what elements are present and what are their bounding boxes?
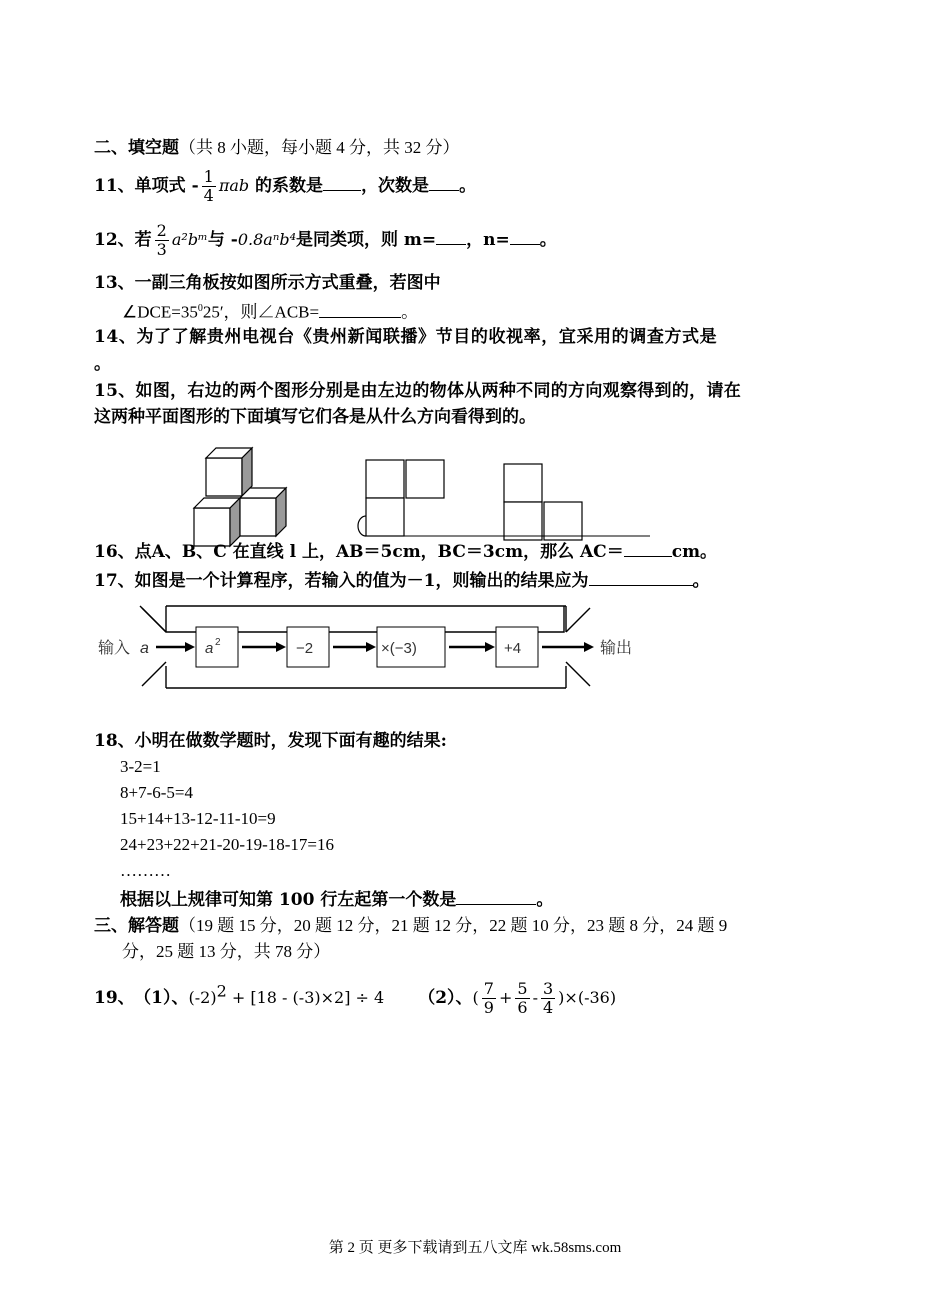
q19-part-2-close: )×(-36) xyxy=(558,988,617,1007)
flow-input-label: 输入 xyxy=(98,640,131,657)
q12-prefix: 若 xyxy=(134,230,152,250)
page-footer: 第 2 页 更多下载请到五八文库 wk.58sms.com xyxy=(328,1240,622,1256)
q19-part-1-label: （1）、 xyxy=(142,988,189,1008)
q19-frac-3-den: 4 xyxy=(542,998,554,1017)
q19-frac-1-num: 7 xyxy=(483,979,494,998)
flow-input-var: a xyxy=(140,640,149,657)
q11-blank-2[interactable] xyxy=(429,174,459,191)
question-14-line-2: 。 xyxy=(94,354,111,374)
q11-frac-den: 4 xyxy=(203,186,214,205)
flow-box1-base: a xyxy=(205,640,214,657)
q18-row-3: 15+14+13-12-11-10=9 xyxy=(120,809,276,828)
q19-part-2-label: （2）、 xyxy=(418,988,473,1008)
q19-frac-2-num: 5 xyxy=(517,979,528,998)
flow-box1-exp: 2 xyxy=(215,637,221,648)
q11-frac-num: 1 xyxy=(203,167,214,186)
question-13-line-1: 13、一副三角板按如图所示方式重叠，若图中 xyxy=(94,273,441,293)
q12-term-2: 0.8aⁿb⁴ xyxy=(237,230,296,249)
q16-unit: cm。 xyxy=(671,542,718,562)
q17-end: 。 xyxy=(692,571,710,591)
q13-ask: 25′，则∠ACB= xyxy=(202,302,320,322)
q19-frac-2-den: 6 xyxy=(517,998,528,1017)
q12-number: 12、 xyxy=(94,230,135,250)
q17-blank[interactable] xyxy=(589,569,693,586)
q18-row-4: 24+23+22+21-20-19-18-17=16 xyxy=(120,835,334,854)
q12-frac-num: 2 xyxy=(156,221,167,240)
cube-stack-3d xyxy=(194,448,286,546)
q11-fraction xyxy=(202,168,216,205)
q13-blank[interactable] xyxy=(319,301,401,318)
q16-text: 16、点A、B、C 在直线 l 上，AB＝5cm，BC＝3cm，那么 AC＝ xyxy=(94,542,624,562)
q19-op-1: + xyxy=(498,988,513,1007)
q12-term-1: a²bᵐ xyxy=(171,230,208,249)
q13-end: 。 xyxy=(401,302,419,322)
section-3-title: 三、解答题 xyxy=(94,916,179,936)
question-12 xyxy=(94,222,557,259)
question-13-line-2 xyxy=(122,298,418,324)
q18-row-1: 3-2=1 xyxy=(120,757,161,776)
q19-op-2: - xyxy=(532,988,538,1007)
question-19 xyxy=(94,980,616,1017)
q19-number: 19、 xyxy=(94,988,135,1008)
question-16 xyxy=(94,540,717,563)
q12-blank-m[interactable] xyxy=(436,228,466,245)
q12-mid: 与 - xyxy=(207,230,238,250)
section-2-note: （共 8 小题，每小题 4 分，共 32 分） xyxy=(179,138,460,157)
q19-part-1-exp: 2 xyxy=(216,981,227,1001)
question-15-line-1: 15、如图，右边的两个图形分别是由左边的物体从两种不同的方向观察得到的，请在 xyxy=(94,381,742,401)
q15-figure xyxy=(180,440,660,550)
section-2-title: 二、填空题 xyxy=(94,138,179,158)
q12-sep: ，n= xyxy=(466,230,510,250)
question-14-line-1: 14、为了了解贵州电视台《贵州新闻联播》节目的收视率，宜采用的调查方式是 xyxy=(94,327,718,347)
q18-blank[interactable] xyxy=(456,888,536,905)
q18-row-5: ……… xyxy=(120,861,171,880)
q19-frac-3-num: 3 xyxy=(542,979,554,998)
q11-number: 11、 xyxy=(94,176,135,196)
q17-text: 17、如图是一个计算程序，若输入的值为－1，则输出的结果应为 xyxy=(94,571,589,591)
q18-end: 。 xyxy=(536,890,554,910)
question-18-intro: 18、小明在做数学题时，发现下面有趣的结果: xyxy=(94,731,447,751)
view-2-squares xyxy=(504,464,582,540)
q18-conclusion xyxy=(120,888,553,911)
question-17 xyxy=(94,569,710,592)
q12-blank-n[interactable] xyxy=(510,228,540,245)
q18-conclusion-text: 根据以上规律可知第 100 行左起第一个数是 xyxy=(120,890,457,910)
flow-box2-label: −2 xyxy=(296,640,314,657)
flow-box4-label: +4 xyxy=(504,640,522,657)
view-1-squares xyxy=(358,460,444,536)
q11-blank-1[interactable] xyxy=(323,174,361,191)
q13-angle: ∠DCE=35 xyxy=(122,302,198,322)
q11-expression: πab xyxy=(218,176,250,195)
flow-output-label: 输出 xyxy=(600,640,633,657)
q12-frac-den: 3 xyxy=(156,240,167,259)
q12-end: 。 xyxy=(539,230,557,250)
q11-mid: 的系数是 xyxy=(249,176,324,196)
section-3-heading xyxy=(94,915,727,937)
section-3-note-2: 分，25 题 13 分，共 78 分） xyxy=(122,942,331,961)
q18-row-2: 8+7-6-5=4 xyxy=(120,783,193,802)
computation-flowchart xyxy=(96,600,656,710)
q19-part-1-base: (-2) xyxy=(188,988,217,1007)
q11-end: 。 xyxy=(459,176,477,196)
q19-part-1-rest: + [18 - (-3)×2] ÷ 4 xyxy=(226,988,385,1007)
q19-part-2-open: ( xyxy=(472,988,479,1007)
section-2-heading xyxy=(94,137,460,159)
q19-frac-1 xyxy=(482,980,496,1017)
q12-fraction xyxy=(155,222,169,259)
q19-frac-1-den: 9 xyxy=(483,998,494,1017)
q11-sep: ，次数是 xyxy=(361,176,430,196)
q11-prefix: 单项式 - xyxy=(134,176,199,196)
question-15-line-2: 这两种平面图形的下面填写它们各是从什么方向看得到的。 xyxy=(94,407,536,427)
q19-frac-2 xyxy=(515,980,529,1017)
q19-frac-3 xyxy=(541,980,555,1017)
q13-degree: 0 xyxy=(197,303,203,314)
flow-box3-label: ×(−3) xyxy=(381,640,417,657)
question-11 xyxy=(94,168,476,205)
q12-post: 是同类项，则 m= xyxy=(295,230,437,250)
section-3-note-1: （19 题 15 分，20 题 12 分，21 题 12 分，22 题 10 分，23 题 8 分，24 题 9 xyxy=(179,916,728,935)
q16-blank[interactable] xyxy=(624,540,672,557)
